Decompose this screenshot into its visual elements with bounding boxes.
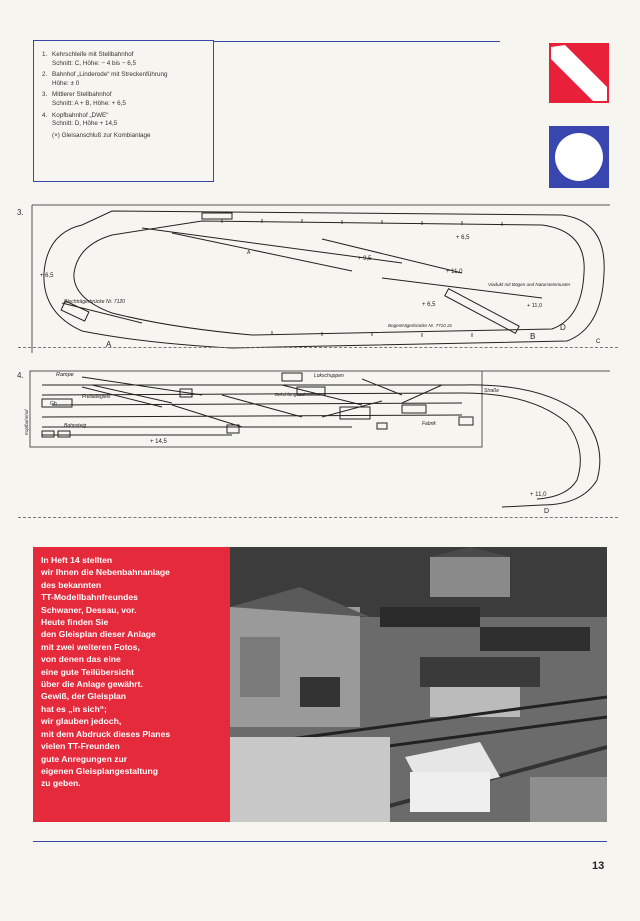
legend-num: 4. [42,111,48,119]
ramp-label: Rampe [56,372,74,378]
viaduct-label: Viadukt mit Bögen und Natursteinmuster [488,282,571,287]
track-plan-section-3 [22,203,614,358]
legend-box [33,40,214,182]
legend-text: Bahnhof „Linderode“ mit Streckenführung Höhe: ± 0 [52,71,168,87]
bottom-rule [33,841,607,842]
plan-height-label: + 6,5 [40,273,54,279]
legend-text: Kopfbahnhof „DWE“ Schnitt: D, Höhe + 14,5 [52,111,118,128]
legend-item-1 [42,51,205,68]
section-mark-c: C [596,339,601,345]
bridge-label: Blechträgerbrücke Nr. 7120 [64,299,125,305]
legend-item-5 [42,132,205,141]
section-mark-b: B [530,332,536,341]
legend-text: Kehrschleife mit Stellbahnhof Schnitt: C, Höhe: − 4 bis − 6,5 [52,51,137,67]
legend-num: 2. [42,71,48,79]
layout-photo [230,547,607,822]
diagonal-signal-icon [549,43,609,103]
track-plan-section-4 [22,365,614,515]
freight-track-label: Freiladegleis [82,394,111,400]
legend-item-3 [42,91,205,108]
section-mark-a: A [106,340,112,349]
legend-text: Mittlerer Stellbahnhof Schnitt: A + B, Höhe: + 6,5 [52,91,126,107]
factory-label: Fabrik [422,421,436,427]
circle-signal-icon [549,126,609,188]
street-label: Straße [484,388,500,394]
bridge-label: Bogenträgerbrücke Nr. 7710 2x [388,323,452,328]
legend-item-4 [42,112,205,129]
station-label: Kopfbahnhof [24,409,29,435]
article-text: In Heft 14 stellten wir Ihnen die Nebenbahnanlage des bekannten TT-Modellbahnfreundes Schwaner, Dessau, vor. Heute finden Sie den Gleisplan dieser Anlage mit zwei weiteren Fotos, von denen das eine eine gute Teilübersicht über die Anlage gewährt. Gewiß, der Gleisplan hat es „in sich“; wir glauben jedoch, mit dem Abdruck dieses Planes vielen TT-Freunden gute Anregungen zur eigenen Gleisplangestaltung zu geben. [41,555,171,789]
plan-height-label: + 6,5 [456,235,470,241]
article-block [33,547,230,822]
legend-item-2 [42,71,205,88]
top-rule [214,41,500,42]
legend-text: (×) Gleisanschluß zur Kombianlage [52,131,151,139]
cut-line [18,347,618,348]
section-mark-d: D [560,323,566,332]
coaling-label: Bekohlungsanl [275,392,305,397]
plan-height-label: + 6,5 [422,302,436,308]
legend-num: 3. [42,91,48,99]
plan-height-label: + 11,0 [530,492,547,498]
plan-height-label: + 11,0 [446,269,463,275]
goods-shed-label: Gb [50,401,57,407]
legend-num: 1. [42,51,48,58]
legend-num [42,132,52,141]
plan-height-label: + 11,0 [527,303,543,309]
section-number: 4. [17,371,24,380]
page-number: 13 [592,860,605,872]
plan-height-label: + 14,5 [150,439,167,445]
platform-label: Bahnsteig [64,423,87,429]
section-mark-d: D [544,508,550,515]
plan-height-label: + 9,5 [358,256,372,262]
section-number: 3. [17,208,24,217]
section-mark-a-upper: A [247,250,251,256]
engine-shed-label: Lokschuppen [314,373,344,379]
cut-line [18,517,618,518]
